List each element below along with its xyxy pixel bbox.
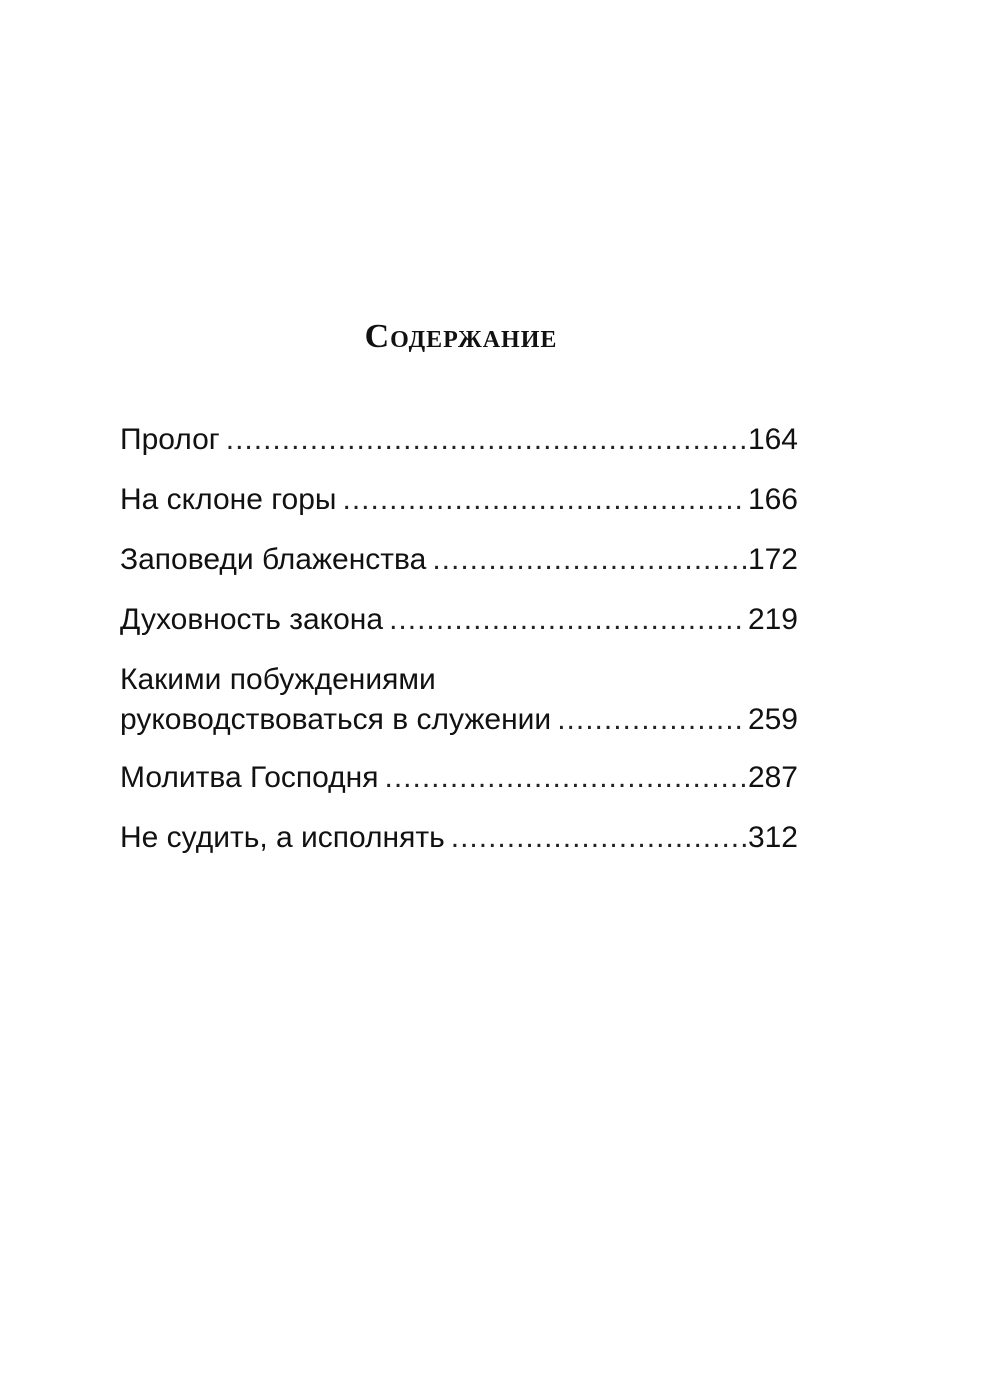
toc-entry-page-number: 219 [747, 603, 798, 636]
toc-entry-title: Заповеди блаженства [120, 543, 427, 576]
toc-entry-title: Не судить, а исполнять [120, 821, 445, 854]
toc-entry-page-number: 259 [747, 703, 798, 736]
toc-entry-page-number: 312 [747, 821, 798, 854]
toc-entry-title: На склоне горы [120, 483, 337, 516]
toc-entry-title: Пролог [120, 423, 220, 456]
toc-entry-prologue[interactable] [120, 420, 798, 460]
toc-entry-title-line2: руководствоваться в служении [120, 703, 552, 736]
toc-entry-page-number: 166 [747, 483, 798, 516]
toc-entry-page-number: 172 [747, 543, 798, 576]
toc-entry-not-judge-but-fulfill[interactable] [120, 818, 798, 858]
dot-leader [226, 420, 746, 460]
toc-entry-title-line1: Какими побуждениями [120, 663, 436, 696]
dot-leader [557, 700, 746, 740]
toc-entry-spirituality-of-law[interactable] [120, 600, 798, 640]
toc-entry-lords-prayer[interactable] [120, 758, 798, 798]
toc-entry-title: Духовность закона [120, 603, 384, 636]
dot-leader [451, 818, 746, 858]
toc-entry-page-number: 164 [747, 423, 798, 456]
dot-leader [342, 480, 745, 520]
toc-entry-motives-in-service[interactable] [120, 660, 798, 740]
dot-leader [389, 600, 746, 640]
dot-leader [432, 540, 746, 580]
toc-entry-beatitudes[interactable] [120, 540, 798, 580]
page-title: Содержание [364, 318, 558, 355]
toc-entry-title: Молитва Господня [120, 761, 379, 794]
toc-entry-page-number: 287 [747, 761, 798, 794]
toc-entry-mountain-slope[interactable] [120, 480, 798, 520]
dot-leader [385, 758, 746, 798]
